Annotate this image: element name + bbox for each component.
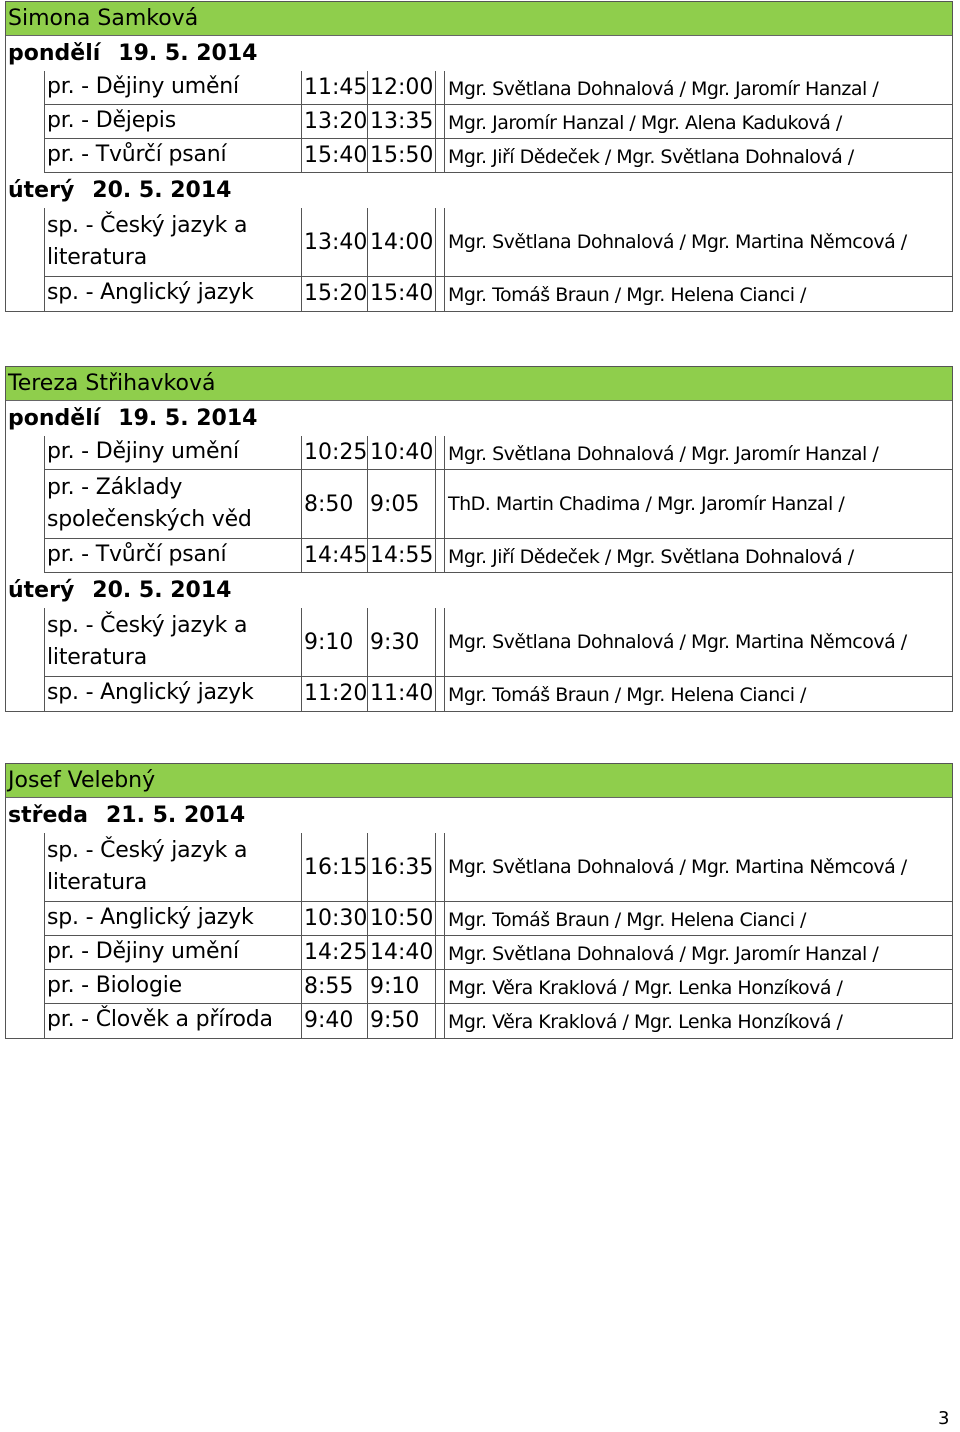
- exam-row: [44, 833, 952, 902]
- exam-subject-line: pr. - Základy: [47, 475, 183, 500]
- exam-start: 10:30: [301, 902, 367, 935]
- exam-start: 10:25: [301, 436, 367, 469]
- exam-subject-line: sp. - Český jazyk a: [47, 613, 248, 638]
- spacer-cell: [435, 71, 445, 104]
- exam-teachers: ThD. Martin Chadima / Mgr. Jaromír Hanzal /: [448, 493, 845, 515]
- exam-subject: sp. - Anglický jazyk: [47, 280, 254, 305]
- exam-subject: [45, 470, 301, 538]
- exam-subject: pr. - Dějiny umění: [47, 439, 239, 464]
- spacer-cell: [435, 677, 445, 711]
- exam-teachers: Mgr. Světlana Dohnalová / Mgr. Martina Němcová /: [448, 231, 907, 253]
- spacer-cell: [435, 936, 445, 969]
- exam-end: 10:50: [367, 902, 435, 935]
- day-header: [6, 173, 952, 208]
- exam-start: 16:15: [301, 833, 367, 901]
- exam-subject-line: sp. - Český jazyk a: [47, 838, 248, 863]
- spacer-cell: [435, 833, 445, 901]
- exam-row: [44, 105, 952, 139]
- day-header: [6, 573, 952, 608]
- exam-end: 9:10: [367, 970, 435, 1003]
- spacer-cell: [435, 608, 445, 676]
- exam-row: [44, 970, 952, 1004]
- exam-end: 15:40: [367, 277, 435, 311]
- exam-teachers: Mgr. Tomáš Braun / Mgr. Helena Cianci /: [448, 284, 806, 306]
- day-date: 20. 5. 2014: [92, 178, 232, 203]
- student-block: [5, 1, 953, 312]
- day-header: [6, 401, 952, 436]
- exam-teachers: Mgr. Světlana Dohnalová / Mgr. Martina Němcová /: [448, 631, 907, 653]
- exam-end: 9:05: [367, 470, 435, 538]
- exam-teachers: Mgr. Světlana Dohnalová / Mgr. Martina Němcová /: [448, 856, 907, 878]
- student-block: [5, 366, 953, 712]
- spacer-cell: [435, 105, 445, 138]
- exam-teachers: Mgr. Věra Kraklová / Mgr. Lenka Honzíková /: [448, 1011, 843, 1033]
- exam-end: 12:00: [367, 71, 435, 104]
- exam-subject: pr. - Člověk a příroda: [47, 1007, 273, 1032]
- exam-end: 15:50: [367, 139, 435, 172]
- exam-end: 13:35: [367, 105, 435, 138]
- exam-subject: sp. - Anglický jazyk: [47, 680, 254, 705]
- exam-row: [44, 71, 952, 105]
- exam-row: [44, 470, 952, 539]
- student-name: Josef Velebný: [6, 764, 952, 798]
- spacer-cell: [435, 539, 445, 572]
- exam-row: [44, 608, 952, 677]
- student-name: Tereza Střihavková: [6, 367, 952, 401]
- day-date: 19. 5. 2014: [118, 41, 258, 66]
- spacer-cell: [435, 470, 445, 538]
- exam-end: 14:40: [367, 936, 435, 969]
- exam-teachers: Mgr. Jiří Dědeček / Mgr. Světlana Dohnalová /: [448, 546, 854, 568]
- exam-end: 9:30: [367, 608, 435, 676]
- weekday: úterý: [8, 578, 75, 603]
- weekday: pondělí: [8, 406, 101, 431]
- student-name: Simona Samková: [6, 2, 952, 36]
- exam-subject: pr. - Biologie: [47, 973, 182, 998]
- page-number: 3: [938, 1408, 950, 1429]
- exam-subject-line: literatura: [47, 245, 148, 270]
- day-date: 19. 5. 2014: [118, 406, 258, 431]
- day-date: 21. 5. 2014: [105, 803, 246, 828]
- exam-start: 13:20: [301, 105, 367, 138]
- exam-subject: pr. - Dějiny umění: [47, 74, 239, 99]
- exam-row: [44, 277, 952, 311]
- weekday: pondělí: [8, 41, 101, 66]
- exam-start: 8:50: [301, 470, 367, 538]
- exam-teachers: Mgr. Světlana Dohnalová / Mgr. Jaromír Hanzal /: [448, 78, 879, 100]
- exam-row: [44, 936, 952, 970]
- exam-subject-line: společenských věd: [47, 507, 252, 532]
- exam-row: [44, 436, 952, 470]
- day-header: [6, 798, 952, 833]
- exam-start: 14:45: [301, 539, 367, 572]
- exam-teachers: Mgr. Světlana Dohnalová / Mgr. Jaromír Hanzal /: [448, 943, 879, 965]
- exam-start: 13:40: [301, 208, 367, 276]
- exam-subject: sp. - Anglický jazyk: [47, 905, 254, 930]
- exam-start: 9:10: [301, 608, 367, 676]
- exam-subject: pr. - Tvůrčí psaní: [47, 142, 227, 167]
- spacer-cell: [435, 902, 445, 935]
- exam-start: 9:40: [301, 1004, 367, 1038]
- exam-start: 14:25: [301, 936, 367, 969]
- exam-end: 10:40: [367, 436, 435, 469]
- day-date: 20. 5. 2014: [92, 578, 232, 603]
- exam-row: [44, 902, 952, 936]
- exam-subject: pr. - Dějiny umění: [47, 939, 239, 964]
- exam-row: [44, 139, 952, 173]
- weekday: středa: [8, 803, 88, 828]
- exam-teachers: Mgr. Věra Kraklová / Mgr. Lenka Honzíková /: [448, 977, 843, 999]
- exam-teachers: Mgr. Jiří Dědeček / Mgr. Světlana Dohnalová /: [448, 146, 854, 168]
- student-block: [5, 763, 953, 1039]
- spacer-cell: [435, 1004, 445, 1038]
- exam-start: 11:45: [301, 71, 367, 104]
- weekday: úterý: [8, 178, 75, 203]
- exam-teachers: Mgr. Světlana Dohnalová / Mgr. Jaromír Hanzal /: [448, 443, 879, 465]
- exam-end: 16:35: [367, 833, 435, 901]
- exam-row: [44, 208, 952, 277]
- exam-end: 14:55: [367, 539, 435, 572]
- spacer-cell: [435, 208, 445, 276]
- exam-teachers: Mgr. Tomáš Braun / Mgr. Helena Cianci /: [448, 684, 806, 706]
- exam-subject-line: sp. - Český jazyk a: [47, 213, 248, 238]
- exam-start: 11:20: [301, 677, 367, 711]
- spacer-cell: [435, 970, 445, 1003]
- exam-subject: [45, 208, 301, 276]
- spacer-cell: [435, 436, 445, 469]
- exam-subject-line: literatura: [47, 870, 148, 895]
- exam-end: 11:40: [367, 677, 435, 711]
- exam-start: 15:40: [301, 139, 367, 172]
- exam-row: [44, 677, 952, 711]
- exam-teachers: Mgr. Jaromír Hanzal / Mgr. Alena Kaduková /: [448, 112, 842, 134]
- exam-subject-line: literatura: [47, 645, 148, 670]
- spacer-cell: [435, 139, 445, 172]
- exam-start: 8:55: [301, 970, 367, 1003]
- exam-subject: [45, 608, 301, 676]
- day-header: [6, 36, 952, 71]
- exam-end: 14:00: [367, 208, 435, 276]
- exam-teachers: Mgr. Tomáš Braun / Mgr. Helena Cianci /: [448, 909, 806, 931]
- spacer-cell: [435, 277, 445, 311]
- exam-subject: pr. - Dějepis: [47, 108, 176, 133]
- exam-row: [44, 539, 952, 573]
- exam-end: 9:50: [367, 1004, 435, 1038]
- exam-subject: pr. - Tvůrčí psaní: [47, 542, 227, 567]
- exam-subject: [45, 833, 301, 901]
- exam-start: 15:20: [301, 277, 367, 311]
- exam-row: [44, 1004, 952, 1038]
